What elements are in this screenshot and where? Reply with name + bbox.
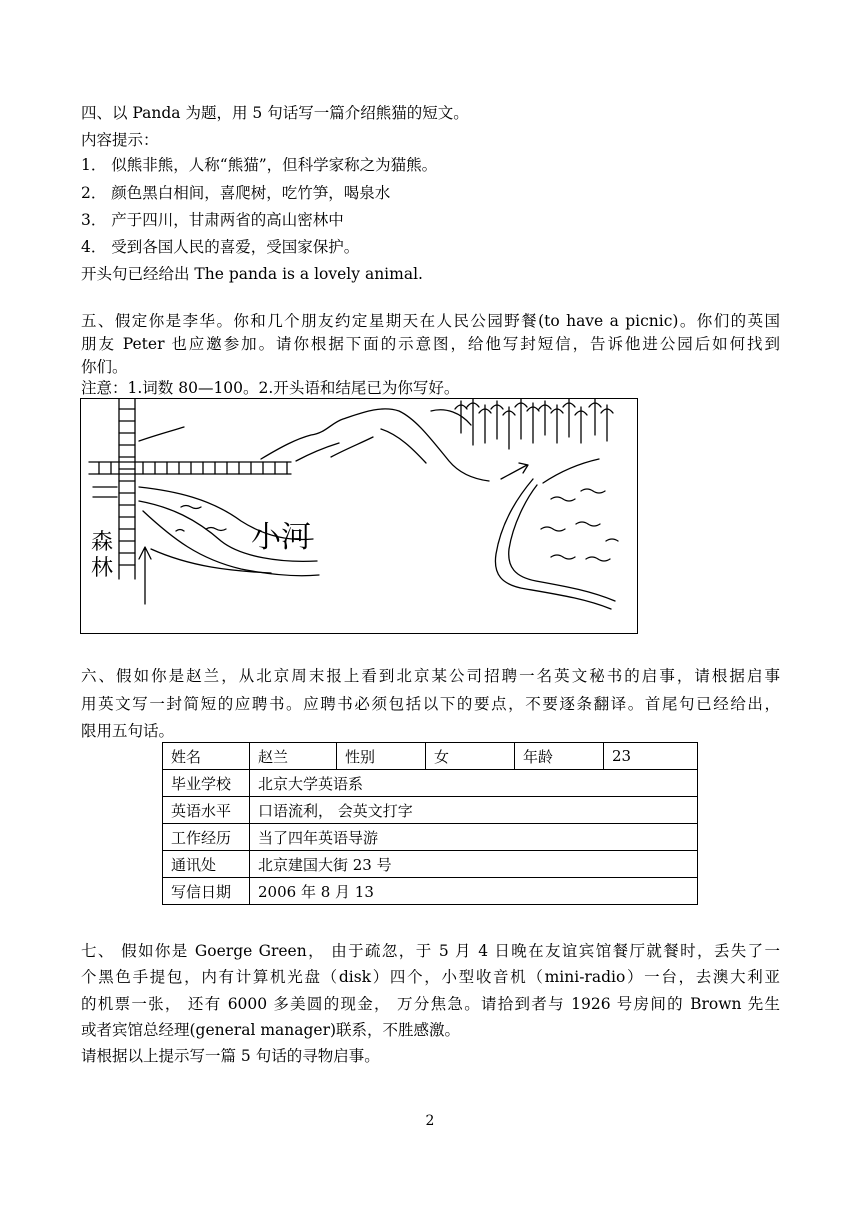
row-label: 工作经历: [163, 824, 250, 851]
row-value: 当了四年英语导游: [250, 824, 698, 851]
park-sketch-map: [80, 398, 638, 634]
section6-line-1: 六、假如你是赵兰，从北京周末报上看到北京某公司招聘一名英文秘书的启事，请根据启事: [81, 667, 780, 685]
row-value: 口语流利， 会英文打字: [250, 797, 698, 824]
section4-point-4: 4． 受到各国人民的喜爱，受国家保护。: [81, 238, 360, 256]
section7-instruction: 请根据以上提示写一篇 5 句话的寻物启事。: [81, 1047, 380, 1065]
section4-point-1: 1． 似熊非熊，人称“熊猫”，但科学家称之为猫熊。: [81, 156, 438, 174]
table-row: [163, 770, 698, 797]
river-label: 小河: [251, 520, 311, 555]
section7-line-4: 或者宾馆总经理(general manager)联系，不胜感激。: [81, 1021, 461, 1039]
table-row: [163, 824, 698, 851]
row-value: 北京建国大街 23 号: [250, 851, 698, 878]
section4-hint-label: 内容提示：: [81, 131, 159, 149]
section5-line-3: 你们。: [81, 358, 128, 376]
age-label: 年龄: [515, 743, 604, 770]
section4-opening: 开头句已经给出 The panda is a lovely animal.: [81, 265, 423, 283]
name-label: 姓名: [163, 743, 250, 770]
section6-line-2: 用英文写一封简短的应聘书。应聘书必须包括以下的要点，不要逐条翻译。首尾句已经给出，: [81, 695, 780, 713]
section4-point-2: 2． 颜色黑白相间，喜爬树，吃竹笋，喝泉水: [81, 184, 391, 202]
section6-line-3: 限用五句话。: [81, 722, 175, 740]
table-row: [163, 878, 698, 905]
gender-value: 女: [426, 743, 515, 770]
applicant-info-table: [162, 742, 698, 905]
section7-line-2: 个黑色手提包，内有计算机光盘（disk）四个，小型收音机（mini-radio）一台，去澳大利亚: [81, 968, 780, 986]
section7-line-3: 的机票一张， 还有 6000 多美圆的现金， 万分焦急。请拾到者与 1926 号房间的 Brown 先生: [81, 995, 780, 1013]
gender-label: 性别: [337, 743, 426, 770]
name-value: 赵兰: [250, 743, 337, 770]
section5-line-1: 五、假定你是李华。你和几个朋友约定星期天在人民公园野餐(to have a picnic)。你们的英国: [81, 312, 780, 330]
table-row: [163, 851, 698, 878]
page-number: 2: [425, 1113, 435, 1129]
forest-label: 森林: [91, 530, 114, 581]
row-label: 写信日期: [163, 878, 250, 905]
age-value: 23: [604, 743, 698, 770]
row-value: 北京大学英语系: [250, 770, 698, 797]
row-label: 毕业学校: [163, 770, 250, 797]
table-row: [163, 743, 698, 770]
section4-point-3: 3． 产于四川，甘肃两省的高山密林中: [81, 211, 344, 229]
section7-line-1: 七、 假如你是 Goerge Green， 由于疏忽，于 5 月 4 日晚在友谊宾馆餐厅就餐时，丢失了一: [81, 942, 780, 960]
section5-note: 注意：1.词数 80—100。2.开头语和结尾已为你写好。: [81, 379, 460, 397]
row-value: 2006 年 8 月 13: [250, 878, 698, 905]
section4-title: 四、以 Panda 为题，用 5 句话写一篇介绍熊猫的短文。: [81, 104, 469, 122]
section5-line-2: 朋友 Peter 也应邀参加。请你根据下面的示意图，给他写封短信，告诉他进公园后如何找到: [81, 335, 780, 353]
table-row: [163, 797, 698, 824]
row-label: 通讯处: [163, 851, 250, 878]
row-label: 英语水平: [163, 797, 250, 824]
